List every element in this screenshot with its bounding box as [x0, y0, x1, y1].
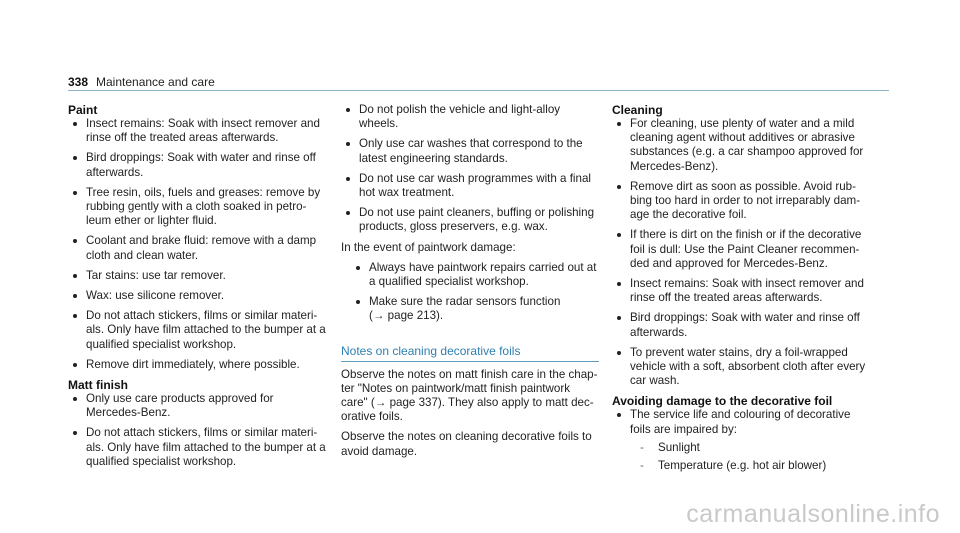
sub-list-item: - Sunlight	[630, 441, 870, 455]
list-item: Insect remains: Soak with insect remover and rinse off the treated areas afterwards.	[68, 117, 326, 145]
impairment-sublist	[630, 441, 870, 473]
paragraph: Observe the notes on cleaning decorative foils to avoid damage.	[341, 430, 592, 458]
section-title: Maintenance and care	[96, 75, 215, 89]
list-item: Wax: use silicone remover.	[68, 289, 326, 303]
list-item: Coolant and brake fluid: remove with a damp cloth and clean water.	[68, 234, 326, 262]
list-item: Only use care products approved for Mercedes-Benz.	[68, 392, 326, 420]
list-item	[612, 408, 870, 473]
avoiding-damage-heading: Avoiding damage to the decorative foil	[612, 394, 833, 409]
radar-item-text: Make sure the radar sensors function	[369, 295, 561, 309]
page-reference-link[interactable]: (→ page 213).	[369, 309, 444, 323]
paragraph: Observe the notes on matt finish care in the chap-ter "Notes on paintwork/matt finish paintwork care" (→ page 337). They also apply to matt dec-orative foils.	[341, 367, 598, 424]
cleaning-heading: Cleaning	[612, 103, 663, 117]
column-right	[612, 103, 870, 479]
avoiding-damage-list	[612, 408, 870, 473]
list-item: Tar stains: use tar remover.	[68, 269, 326, 283]
list-item: For cleaning, use plenty of water and a mild cleaning agent without additives or abrasive substances (e.g. a car shampoo approved for Mercedes-Benz).	[612, 117, 870, 174]
care-list	[341, 103, 599, 235]
paint-list	[68, 117, 326, 372]
list-item: Do not attach stickers, films or similar materi-als. Only have film attached to the bumper at a qualified specialist workshop.	[68, 426, 326, 469]
list-item: Bird droppings: Soak with water and rinse off afterwards.	[68, 151, 326, 179]
column-middle	[341, 103, 599, 465]
damage-list	[341, 261, 599, 324]
list-item	[351, 295, 599, 323]
list-item: Tree resin, oils, fuels and greases: remove by rubbing gently with a cloth soaked in petro-leum ether or lighter fluid.	[68, 186, 326, 229]
page-number: 338	[68, 75, 89, 89]
matt-finish-heading: Matt finish	[68, 378, 128, 393]
avoiding-item-text: The service life and colouring of decorative foils are impaired by:	[630, 408, 851, 436]
notes-decorative-foils-heading: Notes on cleaning decorative foils	[341, 344, 599, 362]
cleaning-list	[612, 117, 870, 388]
list-item: Do not use paint cleaners, buffing or polishing products, gloss preservers, e.g. wax.	[341, 206, 599, 234]
sub-list-item: - Temperature (e.g. hot air blower)	[630, 459, 870, 473]
page-header	[68, 74, 889, 91]
watermark: carmanualsonline.info	[686, 500, 940, 528]
list-item: If there is dirt on the finish or if the decorative foil is dull: Use the Paint Cleaner recommen-ded and approved for Mercedes-Benz.	[612, 228, 870, 271]
list-item: To prevent water stains, dry a foil-wrapped vehicle with a soft, absorbent cloth after every car wash.	[612, 346, 870, 389]
matt-finish-list	[68, 392, 326, 469]
list-item: Do not polish the vehicle and light-alloy wheels.	[341, 103, 599, 131]
damage-intro: In the event of paintwork damage:	[341, 240, 516, 254]
list-item: Do not attach stickers, films or similar materi-als. Only have film attached to the bumper at a qualified specialist workshop.	[68, 309, 326, 352]
list-item: Always have paintwork repairs carried out at a qualified specialist workshop.	[351, 261, 599, 289]
list-item: Insect remains: Soak with insect remover and rinse off the treated areas afterwards.	[612, 277, 870, 305]
list-item: Do not use car wash programmes with a final hot wax treatment.	[341, 172, 599, 200]
list-item: Only use car washes that correspond to the latest engineering standards.	[341, 137, 599, 165]
paint-heading: Paint	[68, 103, 98, 117]
column-left	[68, 103, 326, 475]
list-item: Bird droppings: Soak with water and rinse off afterwards.	[612, 311, 870, 339]
list-item: Remove dirt immediately, where possible.	[68, 358, 326, 372]
list-item: Remove dirt as soon as possible. Avoid rub-bing too hard in order to not irreparably dam-age the decorative foil.	[612, 180, 870, 223]
